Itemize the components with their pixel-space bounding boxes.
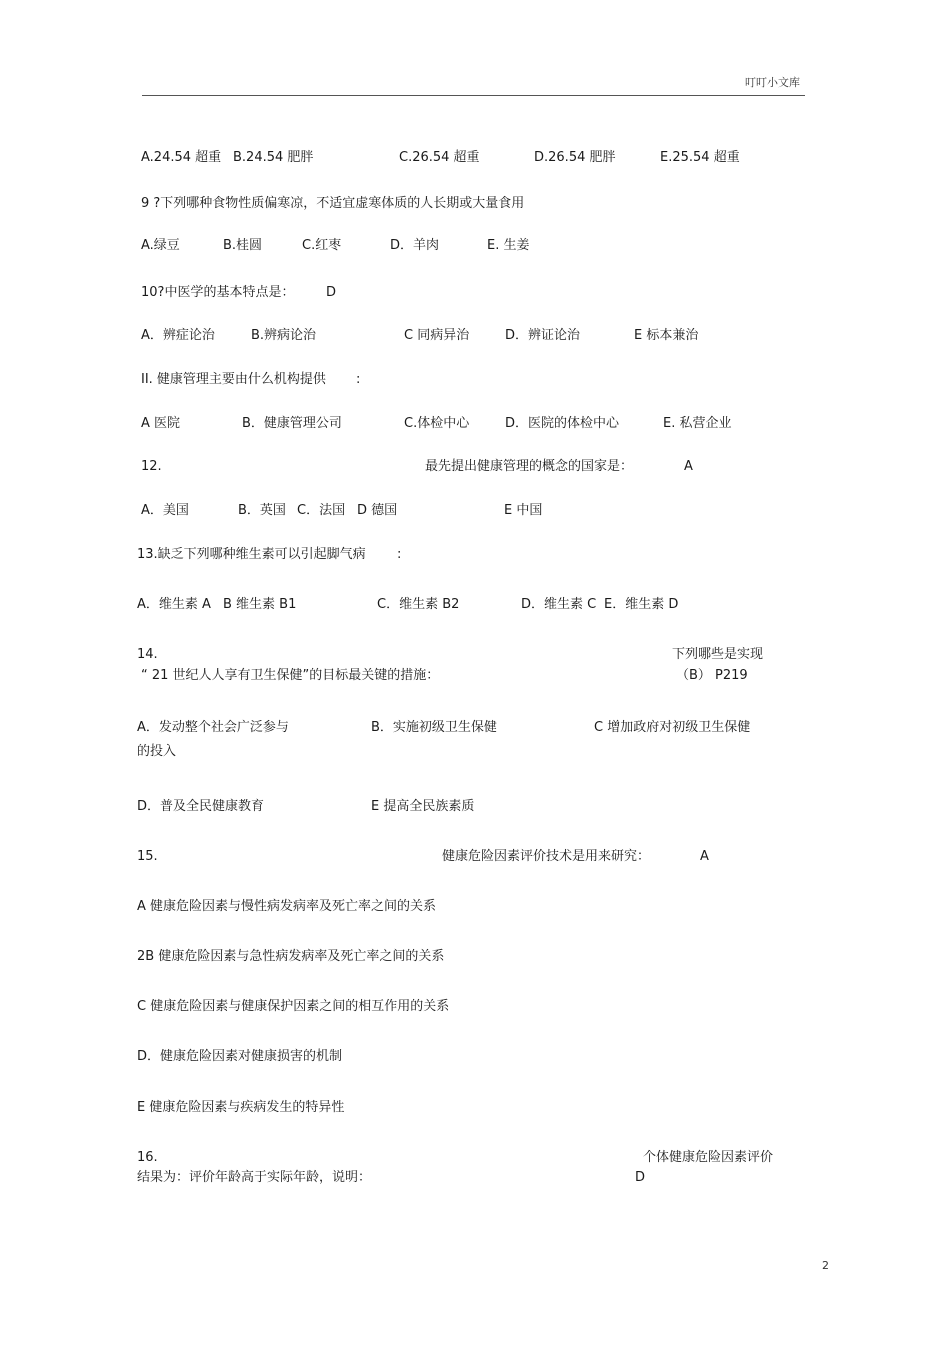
q14-option-a: A．发动整个社会广泛参与	[137, 720, 289, 735]
q15-option-d: D．健康危险因素对健康损害的机制	[137, 1049, 343, 1064]
q9-option-d: D．羊肉	[390, 238, 440, 253]
q12-stem: 最先提出健康管理的概念的国家是：	[425, 459, 634, 474]
q14-answer: （B） P219	[676, 668, 748, 683]
q11-option-b: B．健康管理公司	[242, 416, 342, 431]
q11-option-a: A 医院	[141, 416, 181, 431]
q9-option-a: A.绿豆	[141, 238, 180, 253]
q12-option-c: C．法国	[297, 503, 346, 518]
q8-option-e: E.25.54 超重	[660, 150, 740, 165]
q11-option-c: C.体检中心	[404, 416, 470, 431]
site-header: 叮叮小文库	[745, 76, 800, 89]
q8-option-d: D.26.54 肥胖	[534, 150, 616, 165]
q13-stem: 13.缺乏下列哪种维生素可以引起脚气病	[137, 547, 366, 562]
q14-number: 14.	[137, 647, 158, 662]
q15-number: 15.	[137, 849, 158, 864]
q9-option-c: C.红枣	[302, 238, 342, 253]
q14-option-d: D．普及全民健康教育	[137, 799, 265, 814]
q12-answer: A	[684, 459, 693, 474]
q8-option-a: A.24.54 超重	[141, 150, 222, 165]
q15-stem: 健康危险因素评价技术是用来研究：	[442, 849, 651, 864]
q9-option-e: E. 生姜	[487, 238, 530, 253]
q12-option-a: A．美国	[141, 503, 189, 518]
q8-option-c: C.26.54 超重	[399, 150, 480, 165]
q11-colon: :	[356, 372, 361, 387]
q10-stem: 10?中医学的基本特点是：	[141, 285, 295, 300]
q14-option-e: E 提高全民族素质	[371, 799, 475, 814]
q11-option-d: D．医院的体检中心	[505, 416, 620, 431]
q13-option-c: C．维生素 B2	[377, 597, 460, 612]
q10-answer: D	[326, 285, 337, 300]
q11-option-e: E. 私营企业	[663, 416, 732, 431]
q10-option-c: C 同病异治	[404, 328, 470, 343]
q13-option-e: E．维生素 D	[604, 597, 679, 612]
q15-option-b: 2B 健康危险因素与急性病发病率及死亡率之间的关系	[137, 949, 445, 964]
q10-option-e: E 标本兼治	[634, 328, 699, 343]
q14-option-c-continued: 的投入	[137, 744, 177, 759]
q9-option-b: B.桂圆	[223, 238, 263, 253]
q13-colon: :	[397, 547, 402, 562]
q14-stem-line2: “ 21 世纪人人享有卫生保健”的目标最关键的措施：	[141, 668, 440, 683]
q12-number: 12.	[141, 459, 162, 474]
q14-option-b: B．实施初级卫生保健	[371, 720, 497, 735]
q14-stem-right: 下列哪些是实现	[672, 647, 764, 662]
q13-option-d: D．维生素 C	[521, 597, 597, 612]
q8-option-b: B.24.54 肥胖	[233, 150, 314, 165]
q16-stem-line2: 结果为：评价年龄高于实际年龄，说明：	[137, 1170, 372, 1185]
q15-option-e: E 健康危险因素与疾病发生的特异性	[137, 1100, 345, 1115]
q15-option-c: C 健康危险因素与健康保护因素之间的相互作用的关系	[137, 999, 450, 1014]
q16-number: 16.	[137, 1150, 158, 1165]
header-rule	[142, 95, 805, 96]
q15-option-a: A 健康危险因素与慢性病发病率及死亡率之间的关系	[137, 899, 437, 914]
q12-option-e: E 中国	[504, 503, 543, 518]
q9-stem: 9 ?下列哪种食物性质偏寒凉，不适宜虚寒体质的人长期或大量食用	[141, 196, 525, 211]
q10-option-b: B.辨病论治	[251, 328, 317, 343]
page-number: 2	[822, 1259, 829, 1272]
q11-stem: II. 健康管理主要由什么机构提供	[141, 372, 326, 387]
q13-option-a: A．维生素 A	[137, 597, 211, 612]
q10-option-d: D．辨证论治	[505, 328, 581, 343]
q10-option-a: A．辨症论治	[141, 328, 215, 343]
q13-option-b: B 维生素 B1	[223, 597, 297, 612]
q12-option-b: B．英国	[238, 503, 286, 518]
q14-option-c: C 增加政府对初级卫生保健	[594, 720, 751, 735]
q16-stem-right: 个体健康危险因素评价	[643, 1150, 774, 1165]
q16-answer: D	[635, 1170, 646, 1185]
q15-answer: A	[700, 849, 709, 864]
q12-option-d: D 德国	[357, 503, 398, 518]
